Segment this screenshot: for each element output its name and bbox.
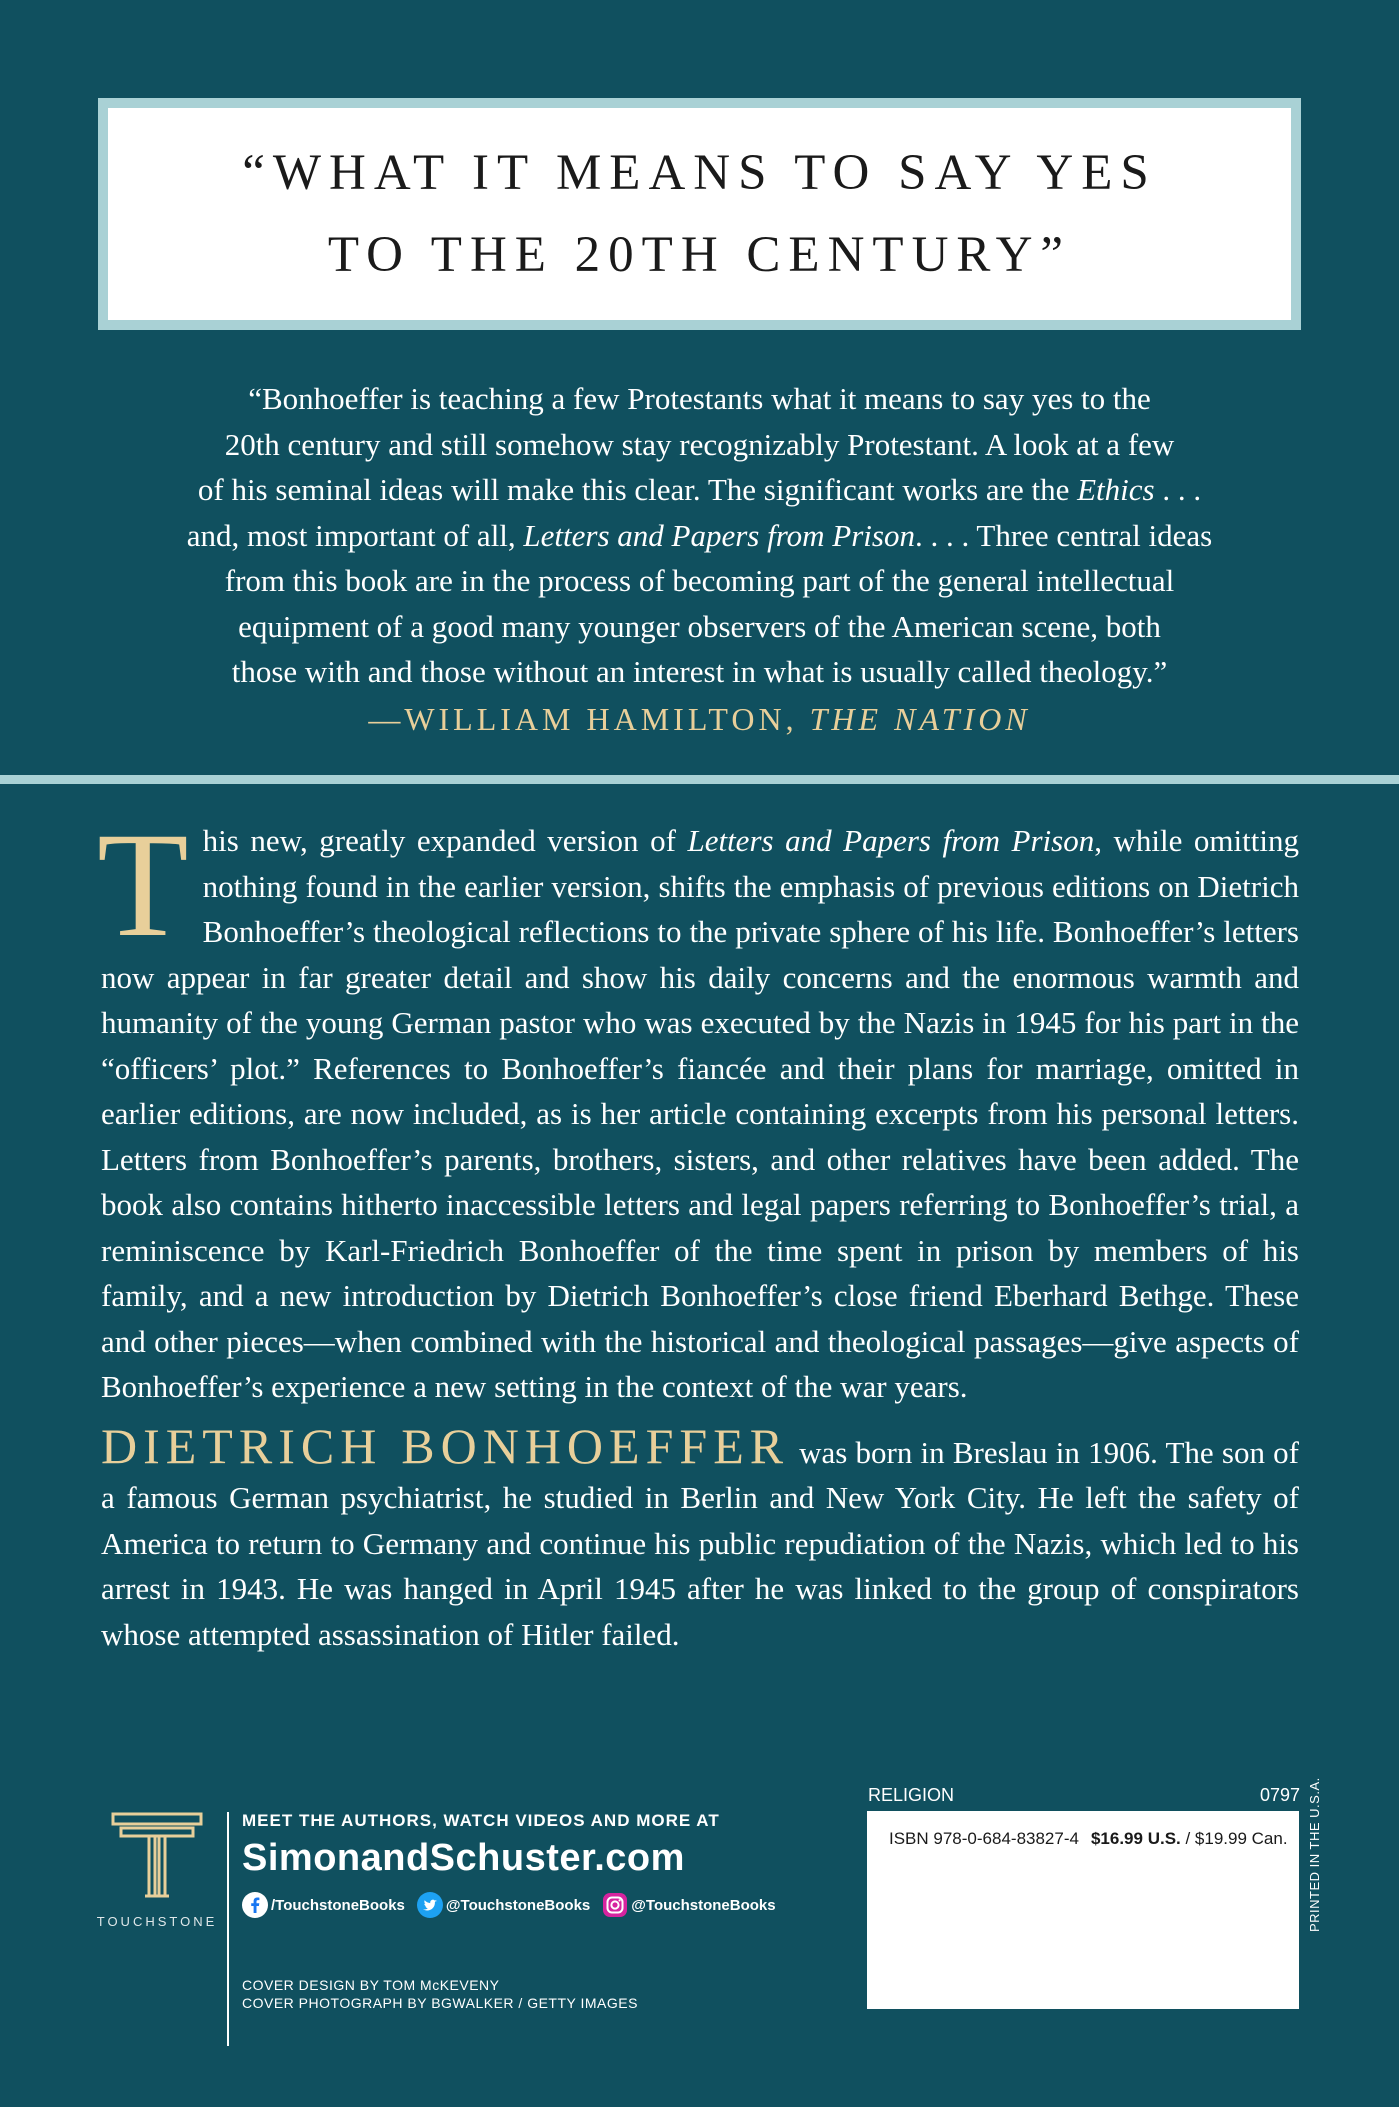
- twitter-icon: [417, 1892, 443, 1918]
- isbn: ISBN 978-0-684-83827-4: [889, 1829, 1079, 1848]
- headline-box: [108, 108, 1291, 320]
- quote-text: . . . . Three central ideas: [914, 517, 1213, 553]
- description-paragraph: [97, 802, 1299, 1410]
- author-bio-text: was born in Breslau in 1906. The son of a famous German psychiatrist, he studied in Berlin and New York City. He left the safety of America to return to Germany and continue his public repudiation of the Nazis, which led to his arrest in 1943. He was hanged in April 1945 after he was linked to the group of conspirators whose attempted assassination of Hitler failed.: [101, 1434, 1299, 1652]
- quote-line: “Bonhoeffer is teaching a few Protestants what it means to say yes to the: [248, 381, 1151, 416]
- touchstone-t-logo-icon: [109, 1810, 205, 1902]
- quote-text: of his seminal ideas will make this clear. The significant works are the: [197, 472, 1078, 507]
- footer-info: [242, 1810, 788, 2012]
- twitter-handle: @TouchstoneBooks: [445, 1896, 591, 1914]
- price-us: $16.99 U.S.: [1090, 1829, 1181, 1848]
- quote-line: from this book are in the process of becoming part of the general intellectual: [224, 563, 1175, 598]
- barcode-box: [867, 1811, 1299, 2009]
- website-link[interactable]: SimonandSchuster.com: [242, 1837, 685, 1879]
- cover-design-credit: COVER DESIGN BY TOM McKEVENY: [242, 1977, 500, 1993]
- quote-text: . . .: [1154, 472, 1202, 507]
- cover-photo-credit: COVER PHOTOGRAPH BY BGWALKER / GETTY IMAGES: [242, 1995, 638, 2011]
- facebook-icon: [242, 1892, 268, 1918]
- meet-authors-text: MEET THE AUTHORS, WATCH VIDEOS AND MORE AT: [242, 1811, 720, 1830]
- quote-line: [105, 513, 1294, 559]
- facebook-link[interactable]: [242, 1892, 405, 1918]
- price-separator: /: [1180, 1829, 1195, 1848]
- publisher-logo: [98, 1810, 216, 1929]
- category-row: [868, 1785, 1300, 1806]
- facebook-handle: /TouchstoneBooks: [271, 1896, 405, 1914]
- headline-frame: [98, 98, 1301, 330]
- quote-line: equipment of a good many younger observers of the American scene, both: [238, 608, 1161, 644]
- publisher-name: TOUCHSTONE: [96, 1914, 218, 1929]
- instagram-handle: @TouchstoneBooks: [631, 1896, 776, 1914]
- footer-divider: [227, 1812, 229, 2046]
- quote-text: and, most important of all,: [186, 517, 524, 553]
- quote-title-letters: Letters and Papers from Prison: [523, 517, 915, 553]
- description-book-title: Letters and Papers from Prison: [687, 823, 1095, 858]
- quote-attribution: [105, 697, 1294, 743]
- description-text: , while omitting nothing found in the earlier version, shifts the emphasis of previous editions on Dietrich Bonhoeffer’s theological reflections to the private sphere of his life. Bonhoeffer’s letters now appear in far greater detail and show his daily concerns and the enormous warmth and humanity of the young German pastor who was executed by the Nazis in 1945 for his part in the “officers’ plot.” References to Bonhoeffer’s fiancée and their plans for marriage, omitted in earlier editions, are now included, as is her article containing excerpts from his personal letters. Letters from Bonhoeffer’s parents, brothers, sisters, and other relatives have been added. The book also contains hitherto inaccessible letters and legal papers referring to Bonhoeffer’s trial, a reminiscence by Karl-Friedrich Bonhoeffer of the time spent in prison by members of his family, and a new introduction by Dietrich Bonhoeffer’s close friend Eberhard Bethge. These and other pieces—when combined with the historical and theological passages—give aspects of Bonhoeffer’s experience a new setting in the context of the war years.: [101, 823, 1299, 1404]
- instagram-icon: [602, 1892, 628, 1918]
- printed-in-usa: PRINTED IN THE U.S.A.: [1307, 1777, 1322, 1932]
- description-intro: his new, greatly expanded version of: [202, 823, 688, 858]
- author-bio: [101, 1417, 1299, 1658]
- section-divider: [0, 775, 1399, 784]
- book-description: [97, 802, 1299, 1657]
- drop-cap: T: [97, 802, 189, 968]
- quote-line: those with and those without an interest in what is usually called theology.”: [231, 654, 1168, 689]
- headline-line-1: “WHAT IT MEANS TO SAY YES: [242, 145, 1157, 201]
- price-can: $19.99 Can.: [1194, 1829, 1288, 1848]
- instagram-link[interactable]: [602, 1892, 775, 1918]
- review-quote: [105, 376, 1294, 742]
- product-code: 0797: [1259, 1785, 1300, 1805]
- author-name: DIETRICH BONHOEFFER: [101, 1417, 790, 1474]
- isbn-price-line: [889, 1829, 1288, 1849]
- quote-line: 20th century and still somehow stay recognizably Protestant. A look at a few: [224, 426, 1175, 462]
- category-label: RELIGION: [868, 1785, 955, 1805]
- headline-line-2: TO THE 20TH CENTURY”: [327, 227, 1072, 283]
- twitter-link[interactable]: [417, 1892, 590, 1918]
- attribution-source: THE NATION: [809, 700, 1031, 737]
- quote-line: [105, 467, 1294, 513]
- quote-title-ethics: Ethics: [1077, 472, 1155, 507]
- social-links: [242, 1892, 788, 1918]
- attribution-author: —WILLIAM HAMILTON,: [368, 700, 810, 737]
- cover-credits: [242, 1976, 788, 2012]
